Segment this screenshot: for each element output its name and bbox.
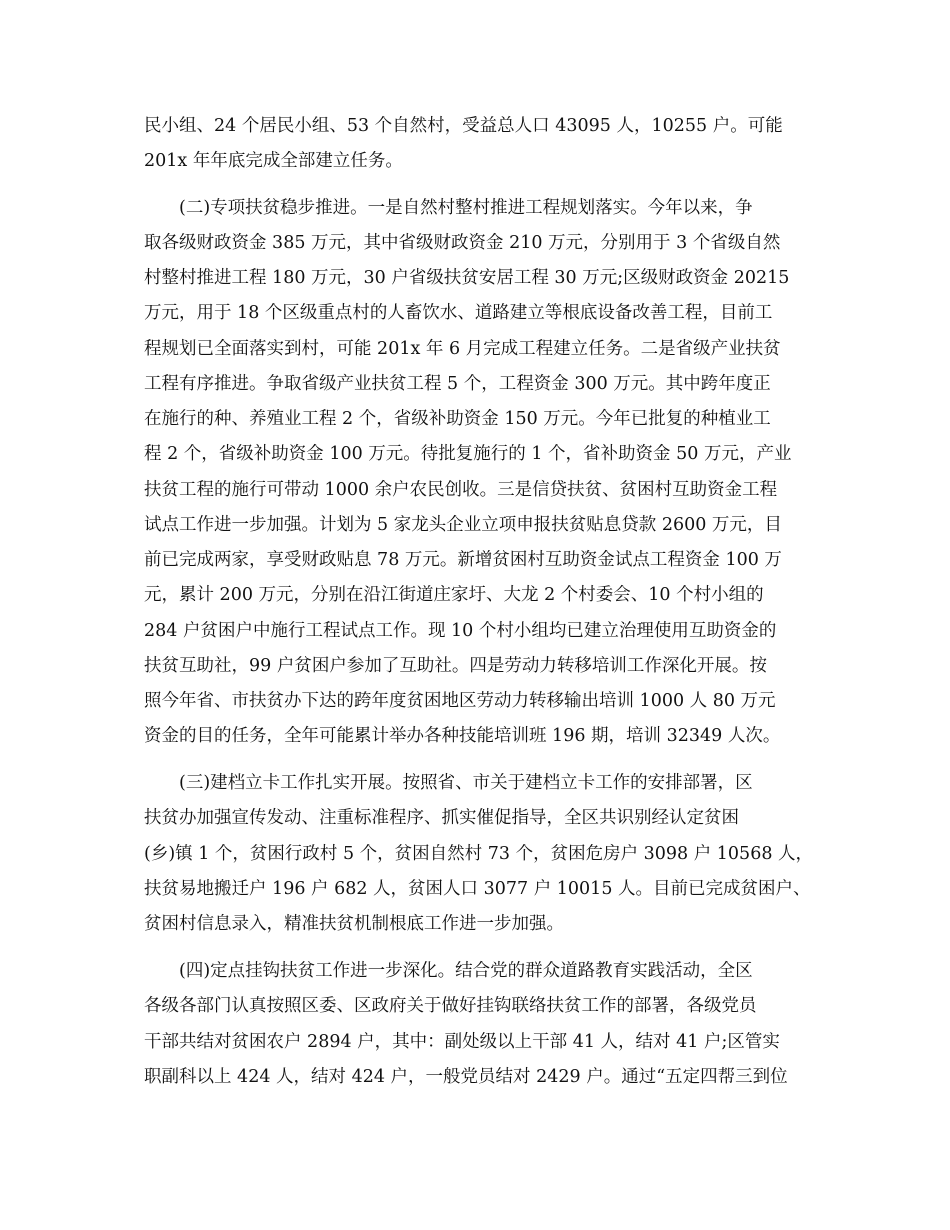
text-line-11: 扶贫工程的施行可带动 1000 余户农民创收。三是信贷扶贫、贫困村互助资金工程 xyxy=(144,480,778,500)
text-line-9: 在施行的种、养殖业工程 2 个，省级补助资金 150 万元。今年已批复的种植业工 xyxy=(144,409,771,429)
text-line-12: 试点工作进一步加强。计划为 5 家龙头企业立项申报扶贫贴息贷款 2600 万元，目 xyxy=(144,515,782,535)
text-line-13: 前已完成两家，享受财政贴息 78 万元。新增贫困村互助资金试点工程资金 100 万 xyxy=(144,550,782,570)
text-line-7: 程规划已全面落实到村，可能 201x 年 6 月完成工程建立任务。二是省级产业扶贫 xyxy=(144,339,781,359)
text-line-23: 贫困村信息录入，精准扶贫机制根底工作进一步加强。 xyxy=(144,914,564,934)
paragraph-2-line-1: (二)专项扶贫稳步推进。一是自然村整村推进工程规划落实。今年以来，争 xyxy=(179,198,753,218)
text-line-26: 干部共结对贫困农户 2894 户，其中：副处级以上干部 41 人，结对 41 户;区管实 xyxy=(144,1032,780,1052)
text-line-4: 取各级财政资金 385 万元，其中省级财政资金 210 万元，分别用于 3 个省级自然 xyxy=(144,233,781,253)
text-line-27: 职副科以上 424 人，结对 424 户，一般党员结对 2429 户。通过“五定四帮三到位 xyxy=(144,1067,788,1087)
text-line-14: 元，累计 200 万元，分别在沿江街道庄家圩、大龙 2 个村委会、10 个村小组的 xyxy=(144,585,764,605)
text-line-15: 284 户贫困户中施行工程试点工作。现 10 个村小组均已建立治理使用互助资金的 xyxy=(144,621,777,641)
text-line-21: (乡)镇 1 个，贫困行政村 5 个，贫困自然村 73 个，贫困危房户 3098 户 10568 人， xyxy=(144,844,814,864)
text-line-22: 扶贫易地搬迁户 196 户 682 人，贫困人口 3077 户 10015 人。目前已完成贫困户、 xyxy=(144,879,811,899)
text-line-20: 扶贫办加强宣传发动、注重标准程序、抓实催促指导，全区共识别经认定贫困 xyxy=(144,808,739,828)
text-line-18: 资金的目的任务，全年可能累计举办各种技能培训班 196 期，培训 32349 人次。 xyxy=(144,726,781,746)
text-line-5: 村整村推进工程 180 万元，30 户省级扶贫安居工程 30 万元;区级财政资金 20215 xyxy=(144,268,790,288)
text-line-17: 照今年省、市扶贫办下达的跨年度贫困地区劳动力转移输出培训 1000 人 80 万元 xyxy=(144,691,776,711)
text-line-10: 程 2 个，省级补助资金 100 万元。待批复施行的 1 个，省补助资金 50 万元，产业 xyxy=(144,444,792,464)
paragraph-3-line-1: (三)建档立卡工作扎实开展。按照省、市关于建档立卡工作的安排部署，区 xyxy=(179,773,753,793)
text-line-1: 民小组、24 个居民小组、53 个自然村，受益总人口 43095 人，10255 户。可能 xyxy=(144,116,783,136)
text-line-16: 扶贫互助社，99 户贫困户参加了互助社。四是劳动力转移培训工作深化开展。按 xyxy=(144,656,767,676)
paragraph-4-line-1: (四)定点挂钩扶贫工作进一步深化。结合党的群众道路教育实践活动，全区 xyxy=(179,961,753,981)
text-line-2: 201x 年年底完成全部建立任务。 xyxy=(144,151,403,171)
text-line-25: 各级各部门认真按照区委、区政府关于做好挂钩联络扶贫工作的部署，各级党员 xyxy=(144,996,757,1016)
text-line-8: 工程有序推进。争取省级产业扶贫工程 5 个，工程资金 300 万元。其中跨年度正 xyxy=(144,374,771,394)
text-line-6: 万元，用于 18 个区级重点村的人畜饮水、道路建立等根底设备改善工程，目前工 xyxy=(144,303,773,323)
